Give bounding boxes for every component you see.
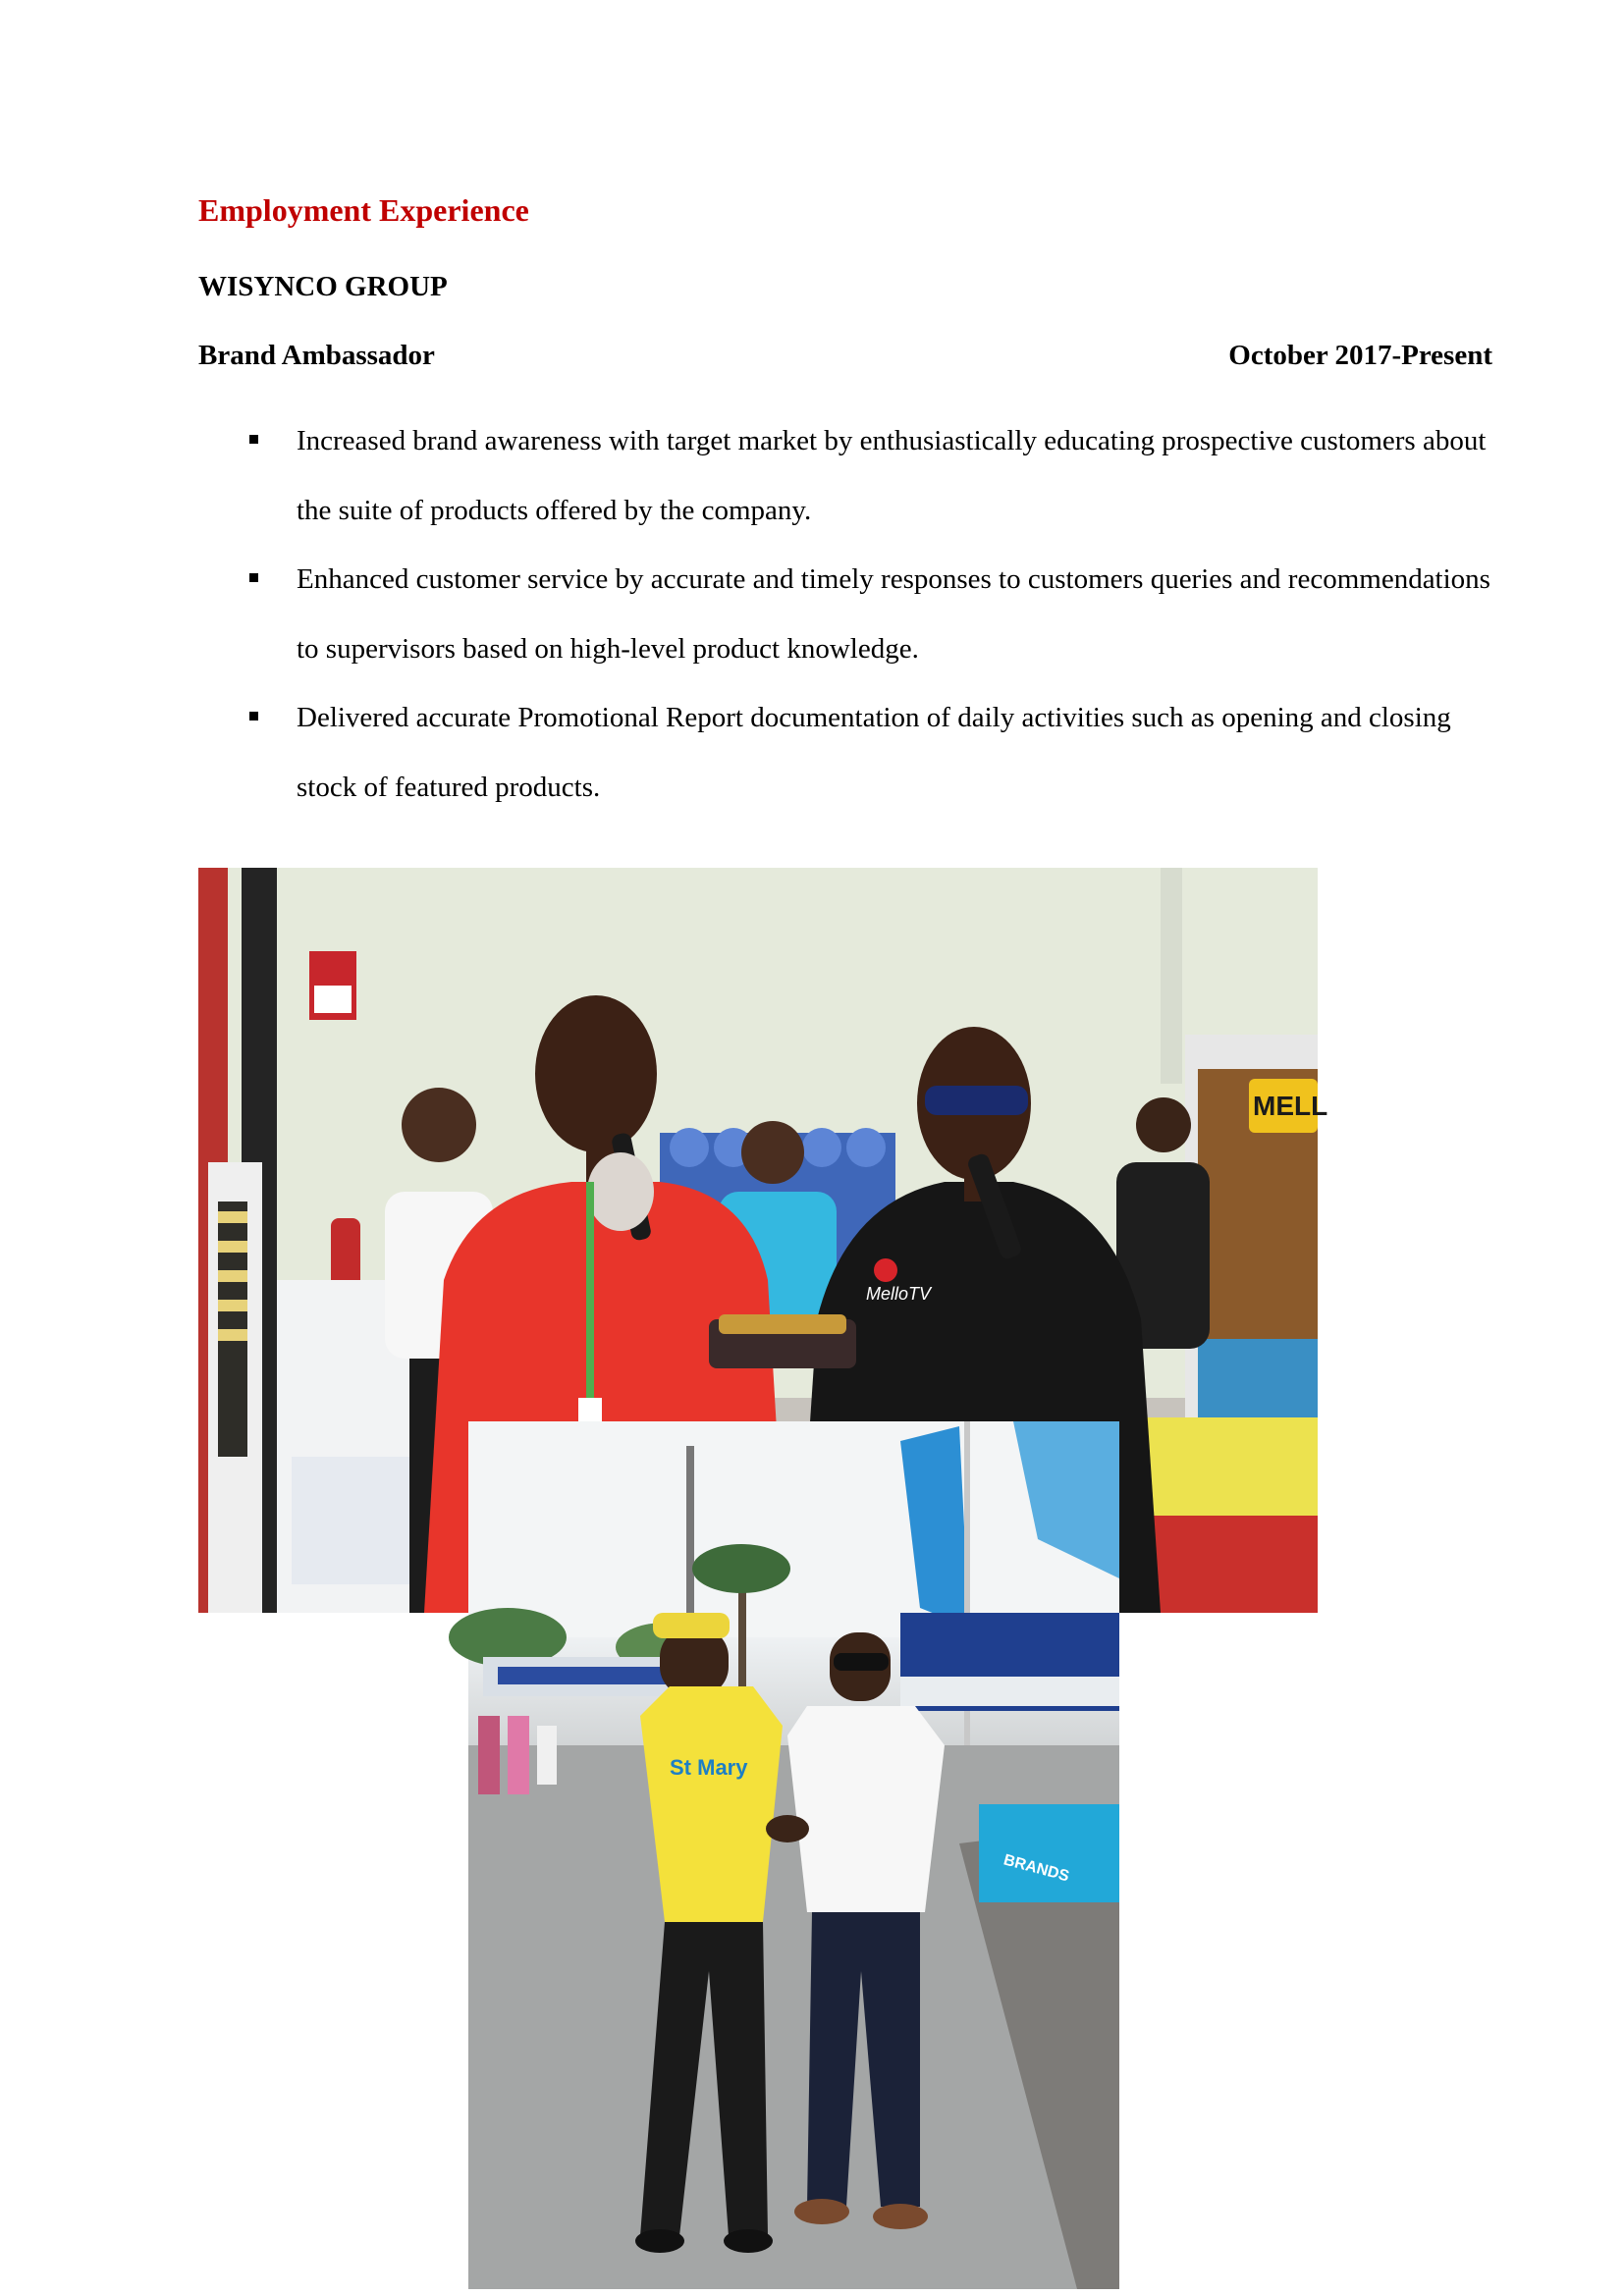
bullet-text: Increased brand awareness with target market by enthusiastically educating prospective customers about the suite of products offered by the company. (297, 425, 1487, 526)
outdoor-event-photo (468, 1421, 1119, 2289)
role-dates: October 2017-Present (1228, 340, 1492, 371)
list-item (198, 683, 1492, 822)
role-title: Brand Ambassador (198, 340, 435, 371)
list-item (198, 545, 1492, 683)
tent-text: BRANDS (1001, 1851, 1071, 1886)
company-name: WISYNCO GROUP (198, 271, 448, 302)
section-title: Employment Experience (198, 192, 529, 228)
outdoor-event-illustration (468, 1421, 1119, 2289)
shirt-text: St Mary (670, 1755, 748, 1780)
shirt-logo-text: MelloTV (866, 1284, 932, 1304)
square-bullet-icon (249, 712, 258, 721)
role-row (198, 340, 1492, 372)
square-bullet-icon (249, 435, 258, 444)
responsibilities-list (198, 406, 1492, 822)
bullet-text: Enhanced customer service by accurate and timely responses to customers queries and recommendations to supervisors based on high-level product knowledge. (297, 563, 1490, 665)
list-item (198, 406, 1492, 545)
square-bullet-icon (249, 573, 258, 582)
banner-text: MELL (1253, 1091, 1328, 1121)
bullet-text: Delivered accurate Promotional Report documentation of daily activities such as opening and closing stock of featured products. (297, 702, 1451, 803)
